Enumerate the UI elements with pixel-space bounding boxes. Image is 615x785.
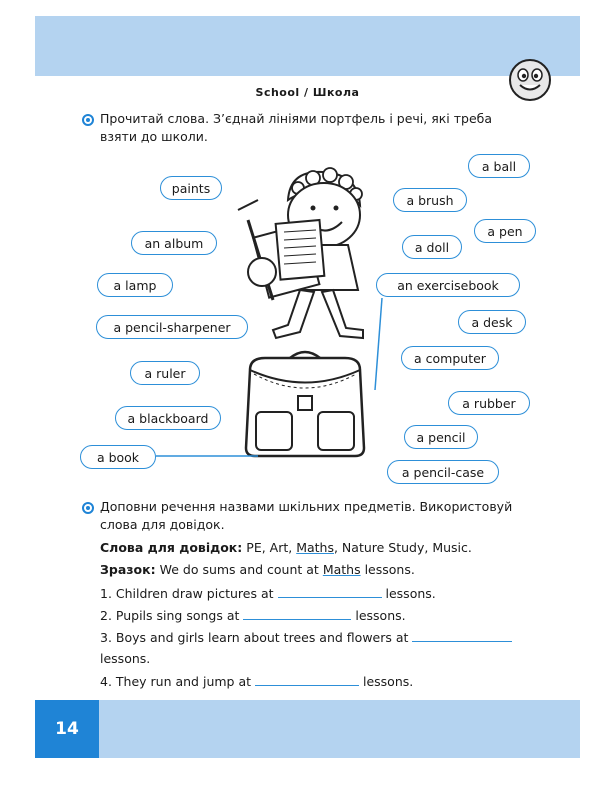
task2-instruction: Доповни речення назвами шкільних предметів. Використовуй слова для довідок. — [100, 499, 513, 532]
word-computer[interactable]: a computer — [401, 346, 499, 370]
task1-bullet-icon — [82, 114, 94, 126]
answer-blank-4[interactable] — [255, 673, 359, 686]
sentence-2: 2. Pupils sing songs at lessons. — [100, 608, 406, 623]
task1-instruction: Прочитай слова. З’єднай лініями портфель і речі, які треба взяти до школи. — [100, 111, 492, 144]
page-title: School / Школа — [255, 86, 360, 99]
top-band — [35, 16, 580, 76]
answer-blank-2[interactable] — [243, 607, 351, 620]
answer-blank-1[interactable] — [278, 585, 382, 598]
word-paints[interactable]: paints — [160, 176, 222, 200]
example-after: lessons. — [360, 562, 415, 577]
hint-line — [100, 540, 472, 555]
word-book[interactable]: a book — [80, 445, 156, 469]
word-exercisebook[interactable]: an exercisebook — [376, 273, 520, 297]
sentence-1: 1. Children draw pictures at lessons. — [100, 586, 436, 601]
smiley-mascot-icon — [508, 58, 552, 102]
word-brush[interactable]: a brush — [393, 188, 467, 212]
word-pencil-sharpener[interactable]: a pencil-sharpener — [96, 315, 248, 339]
word-pencil[interactable]: a pencil — [404, 425, 478, 449]
word-desk[interactable]: a desk — [458, 310, 526, 334]
task2-bullet-icon — [82, 502, 94, 514]
schoolbag-illustration — [240, 350, 370, 458]
sentence-3: 3. Boys and girls learn about trees and flowers at — [100, 629, 512, 645]
word-lamp[interactable]: a lamp — [97, 273, 173, 297]
bottom-band — [35, 700, 580, 758]
word-blackboard[interactable]: a blackboard — [115, 406, 221, 430]
hint-words: PE, Art, — [246, 540, 297, 555]
word-doll[interactable]: a doll — [402, 235, 462, 259]
word-pencil-case[interactable]: a pencil-case — [387, 460, 499, 484]
example-label: Зразок: — [100, 562, 156, 577]
page-number: 14 — [35, 700, 99, 758]
answer-blank-3[interactable] — [412, 629, 512, 642]
word-ball[interactable]: a ball — [468, 154, 530, 178]
example-maths: Maths — [322, 562, 361, 577]
example-before: We do sums and count at — [159, 562, 323, 577]
sentence-4: 4. They run and jump at lessons. — [100, 674, 414, 689]
hint-rest: , Nature Study, Music. — [333, 540, 472, 555]
hint-label: Слова для довідок: — [100, 540, 243, 555]
word-album[interactable]: an album — [131, 231, 217, 255]
word-rubber[interactable]: a rubber — [448, 391, 530, 415]
sentence-3-end: lessons. — [100, 651, 151, 666]
word-ruler[interactable]: a ruler — [130, 361, 200, 385]
word-pen[interactable]: a pen — [474, 219, 536, 243]
example-line — [100, 562, 415, 577]
hint-maths: Maths — [296, 540, 334, 555]
